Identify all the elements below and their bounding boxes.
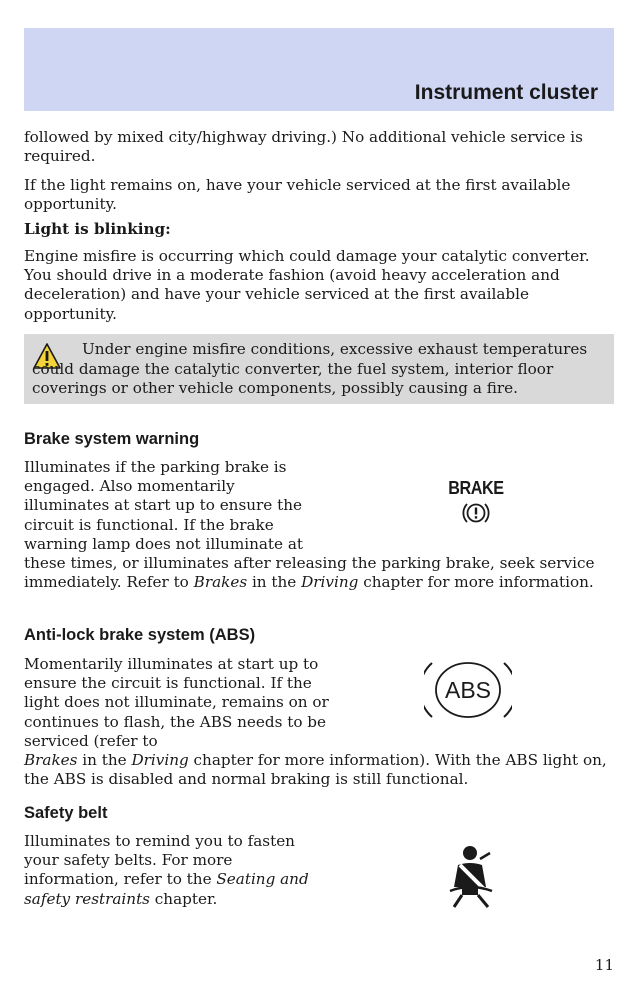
warning-text: Under engine misfire conditions, excessive exhaust temperatures could damage the catalytic converter, the fuel system, interior floor coverings or other vehicle components, possibly causing a fire. <box>32 340 588 397</box>
brake-ref-brakes: Brakes <box>193 573 248 592</box>
intro-paragraph-2: If the light remains on, have your vehicle serviced at the first available opportunity. <box>24 176 571 214</box>
brake-circle-icon <box>462 499 490 527</box>
blinking-heading: Light is blinking: <box>24 220 171 238</box>
chapter-title: Instrument cluster <box>414 81 598 104</box>
seatbelt-heading: Safety belt <box>24 804 108 822</box>
brake-text-full: these times, or illuminates after releasing the parking brake, seek service immediately. Refer to Brakes in the Driving chapter for more information. <box>24 554 595 592</box>
abs-text-narrow: Momentarily illuminates at start up to ensure the circuit is functional. If the light does not illuminate, remains on or continues to flash, the ABS needs to be serviced (refer to <box>24 655 329 750</box>
abs-heading: Anti-lock brake system (ABS) <box>24 626 256 644</box>
brake-ref-driving: Driving <box>301 573 359 592</box>
brake-heading: Brake system warning <box>24 430 200 448</box>
seatbelt-icon <box>444 843 500 911</box>
abs-ref-driving: Driving <box>131 751 189 769</box>
brake-text-narrow: Illuminates if the parking brake is engaged. Also momentarily illuminates at start up to ensure the circuit is functional. If the brake warning lamp does not illuminate at <box>24 458 304 553</box>
brake-warning-icon <box>436 478 516 532</box>
abs-warning-icon <box>424 655 512 725</box>
abs-ref-brakes: Brakes <box>24 751 78 769</box>
abs-text-full: Brakes in the Driving chapter for more information). With the ABS light on, the ABS is disabled and normal braking is still functional. <box>24 751 607 789</box>
seatbelt-text: Illuminates to remind you to fasten your safety belts. For more information, refer to the Seating and safety restraints chapter. <box>24 832 309 908</box>
intro-paragraph-1: followed by mixed city/highway driving.) No additional vehicle service is required. <box>24 128 583 166</box>
warning-box <box>24 334 614 404</box>
seatbelt-ref: Seating and safety restraints <box>24 870 309 908</box>
abs-icon-label: ABS <box>444 676 492 703</box>
brake-icon-label: BRAKE <box>448 478 504 498</box>
chapter-header <box>24 28 614 111</box>
page-number: 11 <box>594 956 614 974</box>
intro-paragraph-3: Engine misfire is occurring which could damage your catalytic converter. You should drive in a moderate fashion (avoid heavy acceleration and deceleration) and have your vehicle serviced at the first available opportunity. <box>24 247 590 323</box>
